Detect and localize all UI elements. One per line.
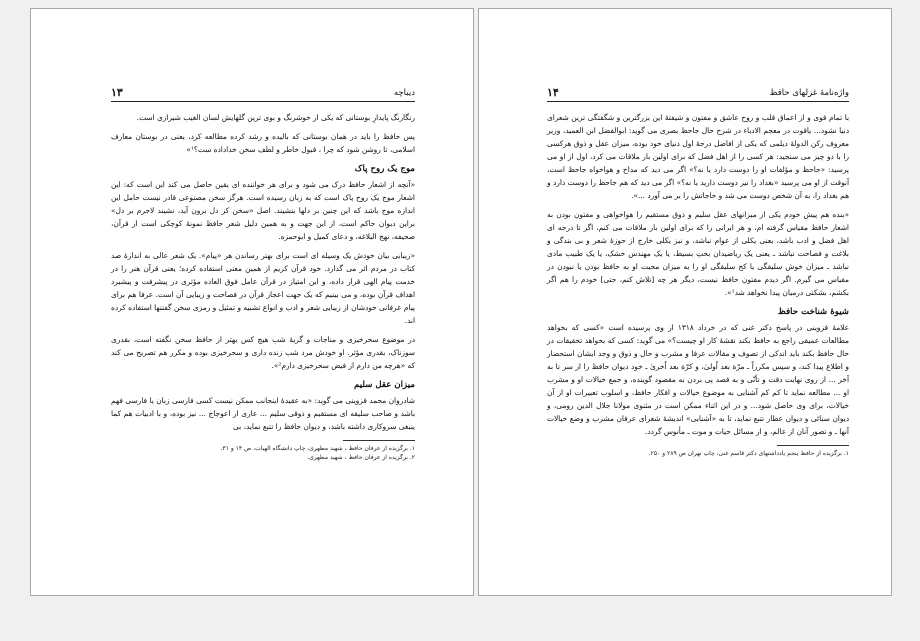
footnote: ۱. برگزیده از حافظ پنجم یادداشتهای دکتر قاسم غنی، چاپ تهران ص ۲۸۹ و ۲۵۰. <box>648 450 849 457</box>
section-heading: میزان عقل سلیم <box>354 380 415 390</box>
footnote: ۲. برگزیده از عرفان حافظ ، شهید مطهری. <box>307 454 415 461</box>
paragraph: «زیبایی بیان خودش یک وسیله ای است برای بهتر رساندن هر «پیام». یک شعر عالی به اندازهٔ صد کتاب در مردم اثر می گذارد. خود قرآن کریم از همین معنی استفاده کرده؛ یعنی قرآن هنر را در خدمت پیام الهی قرار داده، و این امتیاز در قرآن عامل فوق العاده مؤثری در پیشرفت و پیشبرد اهداف قرآن بوده، و می بینیم که یک جهت اعجاز قرآن در فصاحت و زیبایی آن است. عرفا هم برای پیام عرفانی خودشان از زیبایی شعر و ادب و انواع تشبیه و تمثیل و رمزی سخن گفتنها استفاده کرده اند. <box>111 251 415 325</box>
footnote: ۱. برگزیده از عرفان حافظ ، شهید مطهری، چاپ دانشگاه الهیات، ص ۱۴ و ۳۱. <box>220 445 415 452</box>
right-page-header <box>547 87 849 102</box>
left-page-header <box>111 87 415 102</box>
section-heading: شیوهٔ شناخت حافظ <box>777 307 849 317</box>
right-page-content <box>547 87 849 458</box>
left-page <box>30 8 474 596</box>
paragraph: رنگارنگ پایدارِ بوستانی که یکی از خوشرنگ و بوی ترین گلهایش لسان الغیب شیرازی است. <box>136 113 415 122</box>
right-footnotes <box>547 449 849 458</box>
page-number: ۱۳ <box>111 86 123 99</box>
left-footnotes <box>111 444 415 462</box>
paragraph: علامهٔ قزوینی در پاسخ دکتر غنی که در خرداد ۱۳۱۸ از وی پرسیده است «کسی که بخواهد مطالعات عمیقی راجع به حافظ بکند نقشهٔ کار او چیست؟» می گوید: کسی که بخواهد تحقیقات در حال حافظ بکند باید اندکی از تصوف و مقالات عرفا و مشرب و حال و ذوق و وجد ایشان استحضار و اطلاع پیدا کند، و سپس مکرراً ـ مرّة بعد اُولیٰ، و کرّة بعد اُخریٰ ـ خود دیوان حافظ را از سر تا به آخر ... از روی نهایت دقت و تأنّی و به قصد پی بردن به مقصود گوینده، و جمع خیالات او و مشرب او ... مطالعه نماید تا کم کم آشنایی به موضوع خیالات و افکار حافظ، و اسلوب تعبیرات او از آن خیالات، برای وی حاصل شود... و در این اثناء ممکن است در مثنوی مولانا جلال الدین رومی، و دیوان سنائی و دیوان عطار تتبع نماید، تا به «آشنایی» اندیشهٔ شعرای عرفان مشرب و وضع خیالات آنها ـ و تصور آنان از عالم، و از مسائل حیات و موت ـ مأنوس گردد. <box>547 323 850 436</box>
page-number: ۱۴ <box>547 86 559 99</box>
paragraph: «آنچه از اشعار حافظ درک می شود و برای هر خواننده ای یقین حاصل می کند این است که: این اشعار موج یک روح پاک است که به زبان رسیده است. هرگز سخن مصنوعی قادر نیست حامل این اندازه موج باشد که این چنین بر دلها بنشیند. اصل «سخن کز دل برون آید، نشیند لاجرم بر دل» براین دیوان حاکم است، از این جهت و به همین دلیل شعر حافظ نمونهٔ کوچکی است از قرآن، صحیفه، نهج البلاغه، و دعای کمیل و ابوحمزه. <box>111 180 415 241</box>
running-title: واژه‌نامهٔ غزلهای حافظ <box>769 88 849 98</box>
footnote-divider <box>343 440 415 441</box>
paragraph: با تمام قوی و از اعماق قلب و روح عاشق و مفتون و شیفتهٔ این بزرگترین و شگفتگی ترین شعرای دنیا نشود... یاقوت در معجم الادباء در شرح حال جاحظ بصری می گوید: ابوالفضل ابن العمید، وزیر معروف رکن الدولهٔ دیلمی که یکی از افاضل درجهٔ اول دنیای خود بوده، میزان عقل و ذوق هرکسی را با دو چیز می سنجید: هر کسی را از اهل فضل که برای اولین بار ملاقات می کرد، اول از او می پرسید: «جاحظ و مؤلفات او را دوست دارد یا نه؟» اگر می دید که مداح و هواخواه جاحظ است، آنوقت از او می پرسید «بغداد را نیز دوست دارید یا نه؟» اگر می دید که هم جاحظ را دوست دارد و هم بغداد را، به آن شخص دوست می شد و حاجاتش را بر می آورد ...». <box>547 113 849 200</box>
section-heading: موج یک روح پاک <box>354 164 415 174</box>
footnote-divider <box>777 445 849 446</box>
left-body <box>111 111 415 433</box>
paragraph: «بنده هم پیش خودم یکی از میزانهای عقل سلیم و ذوق مستقیم را هواخواهی و مفتون بودن به اشعار حافظ مقیاس گرفته ام، و هر ایرانی را که برای اولین بار ملاقات می کنم، اگر تا درجه ای اهل فضل و ادب باشد، یعنی یکلی از عوام نباشد، و نیز یکلی خارج از حوزهٔ شعر و بی بندگی و بلاغت و فصاحت نباشد ـ یعنی یک ریاضیدان بحتِ بسیط، یا یک مهندس خشک، یا یک طبیب مادی نباشد ـ میزان خوش سلیقگی یا کج سلیقگی او را به میزان محبت او به حافظ بودن یا نبودن در مقیاس می گیرم. اگر دیدم مفتون حافظ نیست، دیگر هر چه [تلاش کنم، حتی] خودم را هم اگر بکشم، بشکنی درمیان پیدا نخواهد شد¹». <box>547 210 849 297</box>
running-title: دیباچه <box>393 88 415 98</box>
right-body <box>547 111 849 438</box>
right-page <box>478 8 892 596</box>
paragraph: شادروان محمد قزوینی می گوید: «به عقیدهٔ اینجانب ممکن نیست کسی فارسی زبان یا فارسی فهم باشد و صاحب سلیقه ای مستقیم و ذوقی سلیم ... عاری از اعوجاج ... نیز بوده، و با ادبیات هم کما ینبغی سروکاری داشته باشد، و دیوان حافظ را تتبع نماید، بی <box>111 396 415 431</box>
paragraph: در موضوع سحرخیزی و مناجات و گریهٔ شب هیچ کس بهتر از حافظ سخن نگفته است، بقدری سوزناک، بقدری مؤثر. او خودش مرد شب زنده داری و سحرخیزی بوده و مکرر هم تصریح می کند که «هرچه من دارم از فیض سحرخیزی دارم²». <box>111 335 415 370</box>
paragraph: پس حافظ را باید در همان بوستانی که بالیده و رشد کرده مطالعه کرد، یعنی در بوستان معارف اسلامی، تا روشن شود که چرا ، قبول خاطر و لطف سخن خداداده ست؟¹» <box>111 132 415 154</box>
left-page-content <box>111 87 415 462</box>
